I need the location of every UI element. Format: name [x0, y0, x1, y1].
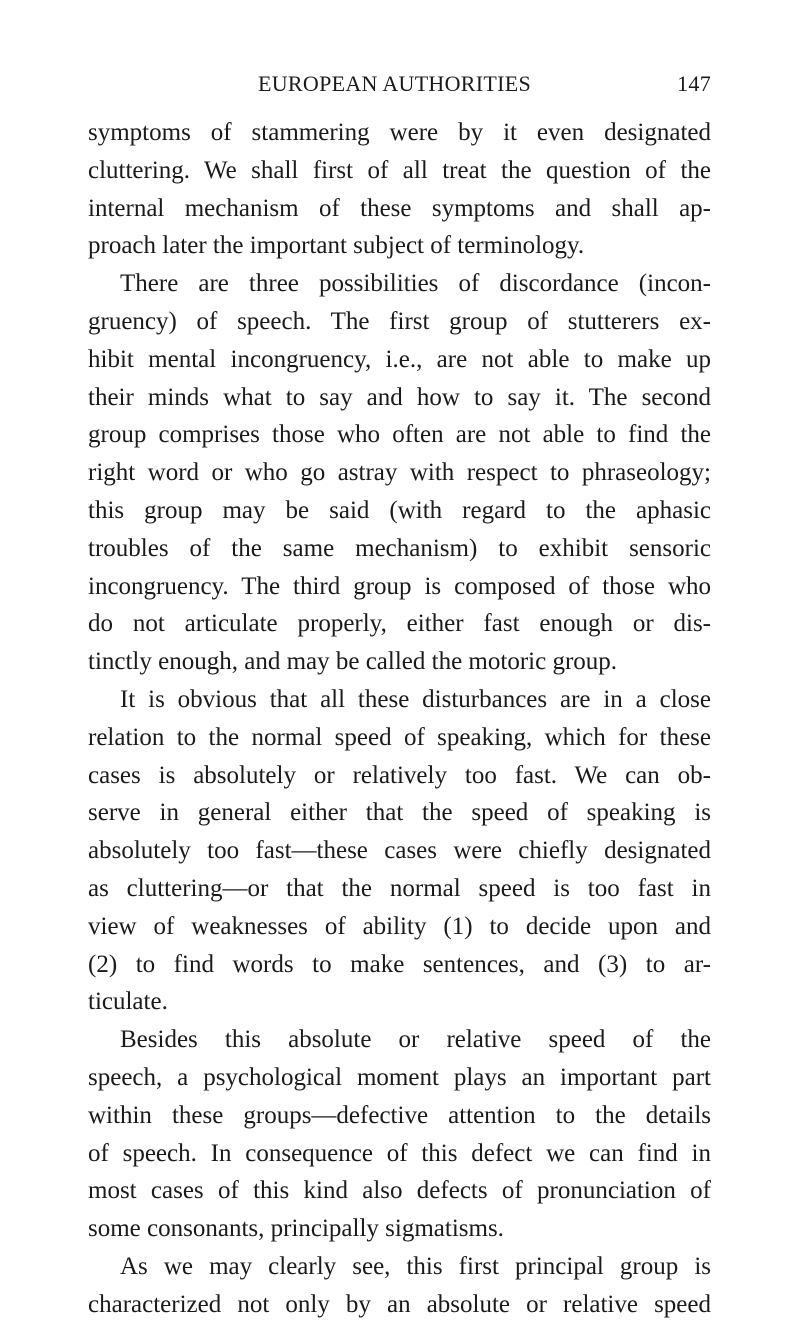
text-line: cases is absolutely or relatively too fast. We can ob-: [88, 761, 711, 789]
text-line: symptoms of stammering were by it even designated: [88, 119, 711, 146]
text-line: internal mechanism of these symptoms and shall ap-: [88, 194, 711, 222]
text-line: do not articulate properly, either fast enough or dis-: [88, 610, 711, 638]
text-line: view of weaknesses of ability (1) to decide upon and: [88, 912, 711, 940]
text-line: incongruency. The third group is composed of those who: [88, 572, 711, 600]
text-line: within these groups—defective attention to the details: [88, 1101, 711, 1129]
text-line: relation to the normal speed of speaking, which for these: [88, 723, 711, 751]
text-line: proach later the important subject of terminology.: [88, 232, 585, 260]
paragraph-start-line: There are three possibilities of discordance (incon-: [120, 270, 711, 298]
text-line: right word or who go astray with respect to phraseology;: [88, 459, 711, 487]
text-line: ticulate.: [88, 988, 168, 1016]
running-title: EUROPEAN AUTHORITIES: [258, 71, 532, 96]
text-line: cluttering. We shall first of all treat the question of the: [88, 156, 711, 184]
text-line: this group may be said (with regard to the aphasic: [88, 496, 711, 524]
page-number: 147: [677, 71, 711, 96]
paragraph-start-line: It is obvious that all these disturbances are in a close: [120, 685, 711, 713]
text-line: serve in general either that the speed of speaking is: [88, 799, 711, 827]
text-line: characterized not only by an absolute or relative speed: [88, 1290, 711, 1318]
text-line: troubles of the same mechanism) to exhibit sensoric: [88, 534, 711, 562]
running-head: [88, 71, 711, 103]
text-line: hibit mental incongruency, i.e., are not able to make up: [88, 345, 711, 373]
text-line: absolutely too fast—these cases were chiefly designated: [88, 837, 711, 865]
body-text: [88, 114, 711, 1324]
text-line: some consonants, principally sigmatisms.: [88, 1215, 504, 1243]
paragraph-start-line: Besides this absolute or relative speed of the: [120, 1026, 711, 1054]
text-line: most cases of this kind also defects of pronunciation of: [88, 1177, 711, 1205]
text-line: their minds what to say and how to say it. The second: [88, 383, 711, 411]
text-line: as cluttering—or that the normal speed is too fast in: [88, 874, 711, 902]
text-line: group comprises those who often are not able to find the: [88, 421, 711, 449]
text-line: (2) to find words to make sentences, and (3) to ar-: [88, 950, 711, 978]
text-line: gruency) of speech. The first group of stutterers ex-: [88, 307, 711, 335]
text-line: tinctly enough, and may be called the motoric group.: [88, 648, 618, 676]
text-line: speech, a psychological moment plays an important part: [88, 1063, 711, 1091]
paragraph-start-line: As we may clearly see, this first principal group is: [120, 1252, 711, 1280]
text-line: of speech. In consequence of this defect we can find in: [88, 1139, 711, 1167]
